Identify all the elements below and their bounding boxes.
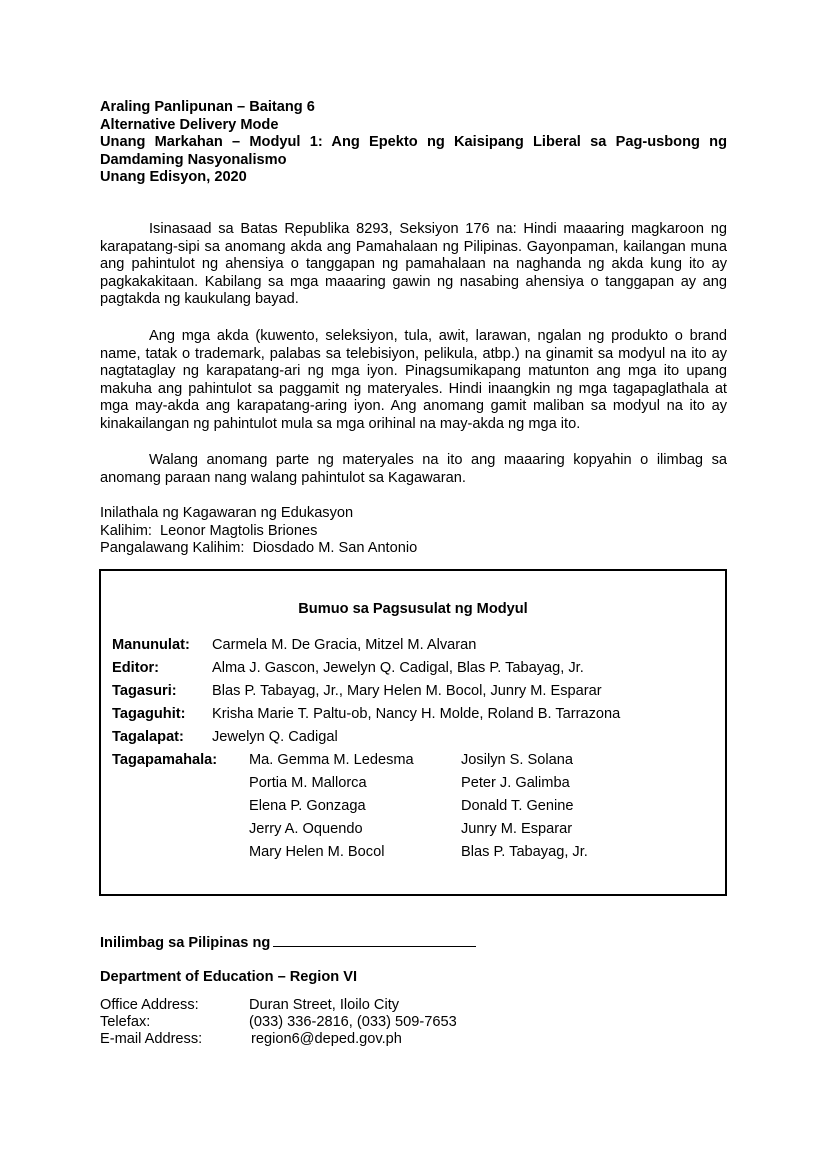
contact-office-address [100,997,399,1014]
credit-row-reviewers [112,683,602,699]
managers-label: Tagapamahala: [112,752,218,768]
credit-value: Jewelyn Q. Cadigal [212,729,338,745]
manager-name: Josilyn S. Solana [461,752,573,768]
subject-grade: Araling Panlipunan – Baitang 6 [100,99,315,115]
printed-by-line [100,933,476,951]
credit-value: Alma J. Gascon, Jewelyn Q. Cadigal, Blas P. Tabayag, Jr. [212,660,584,676]
printer-blank-line [273,933,476,947]
undersecretary-line: Pangalawang Kalihim: Diosdado M. San Antonio [100,540,418,556]
manager-name: Mary Helen M. Bocol [249,844,385,860]
email-link[interactable]: region6@deped.gov.ph [251,1031,402,1047]
credits-title: Bumuo sa Pagsusulat ng Modyul [298,601,528,617]
manager-name: Donald T. Genine [461,798,574,814]
contact-email [100,1031,402,1048]
credit-label: Tagasuri: [112,683,177,699]
credit-row-writers [112,637,476,653]
contact-value: Duran Street, Iloilo City [249,997,400,1013]
manager-name: Junry M. Esparar [461,821,573,837]
publisher-line: Inilathala ng Kagawaran ng Edukasyon [100,505,354,521]
module-title-line2: Damdaming Nasyonalismo [100,151,287,168]
manager-name: Peter J. Galimba [461,775,570,791]
contact-value: (033) 336-2816, (033) 509-7653 [249,1014,457,1030]
credit-label: Tagalapat: [112,729,184,745]
reproduction-paragraph: Walang anomang parte ng materyales na ito ang maaaring kopyahin o ilimbag sa anomang paraan nang walang pahintulot sa Kagawaran. [100,452,727,486]
manager-name: Ma. Gemma M. Ledesma [249,752,414,768]
contact-label: Telefax: [100,1014,151,1030]
publisher-info [100,505,417,558]
credits-box [99,569,727,896]
manager-name: Elena P. Gonzaga [249,798,366,814]
contact-telefax [100,1014,457,1031]
credit-value: Krisha Marie T. Paltu-ob, Nancy H. Molde, Roland B. Tarrazona [212,706,621,722]
contact-label: E-mail Address: [100,1031,203,1047]
manager-name: Blas P. Tabayag, Jr. [461,844,588,860]
secretary-line: Kalihim: Leonor Magtolis Briones [100,522,318,539]
credit-value: Blas P. Tabayag, Jr., Mary Helen M. Bocol, Junry M. Esparar [212,683,602,699]
credit-label: Tagaguhit: [112,706,186,722]
credit-row-layout [112,729,338,745]
manager-name: Portia M. Mallorca [249,775,367,791]
delivery-mode: Alternative Delivery Mode [100,116,279,133]
contact-label: Office Address: [100,997,199,1013]
organization-name: Department of Education – Region VI [100,969,358,985]
module-title-line1: Unang Markahan – Modyul 1: Ang Epekto ng Kaisipang Liberal sa Pag-usbong ng [100,134,727,150]
credit-row-editors [112,660,584,676]
credit-label: Editor: [112,660,160,676]
copyright-paragraph: Isinasaad sa Batas Republika 8293, Seksiyon 176 na: Hindi maaaring magkaroon ng karapatang-sipi sa anomang akda ang Pamahalaan ng Pilipinas. Gayonpaman, kailangan muna ang pahintulot ng ahensiya o tanggapan ng pamahalaan na naghanda ng akda kung ito ay pagkakakitaan. Kabilang sa mga maaaring gawin ng nasabing ahensiya o tanggapan ay ang pagtakda ng kaukulang bayad. [100,221,727,307]
credit-value: Carmela M. De Gracia, Mitzel M. Alvaran [212,637,477,653]
credit-label: Manunulat: [112,637,190,653]
third-party-content-paragraph: Ang mga akda (kuwento, seleksiyon, tula, awit, larawan, ngalan ng produkto o brand name, tatak o trademark, palabas sa telebisiyon, pelikula, atbp.) na ginamit sa modyul na ito ay nagtataglay ng karapatang-ari ng mga iyon. Pinagsumikapang matunton ang mga ito upang makuha ang pahintulot sa paggamit ng materyales. Hindi inaangkin ng mga tagapaglathala at mga may-akda ang karapatang-aring iyon. Ang anomang gamit maliban sa modyul na ito ay kinakailangan ng pahintulot mula sa mga orihinal na may-akda ng mga ito. [100,328,727,432]
manager-name: Jerry A. Oquendo [249,821,363,837]
edition: Unang Edisyon, 2020 [100,169,247,185]
printed-by-label: Inilimbag sa Pilipinas ng [100,935,271,951]
credit-row-illustrators [112,706,620,722]
document-header [100,99,727,187]
